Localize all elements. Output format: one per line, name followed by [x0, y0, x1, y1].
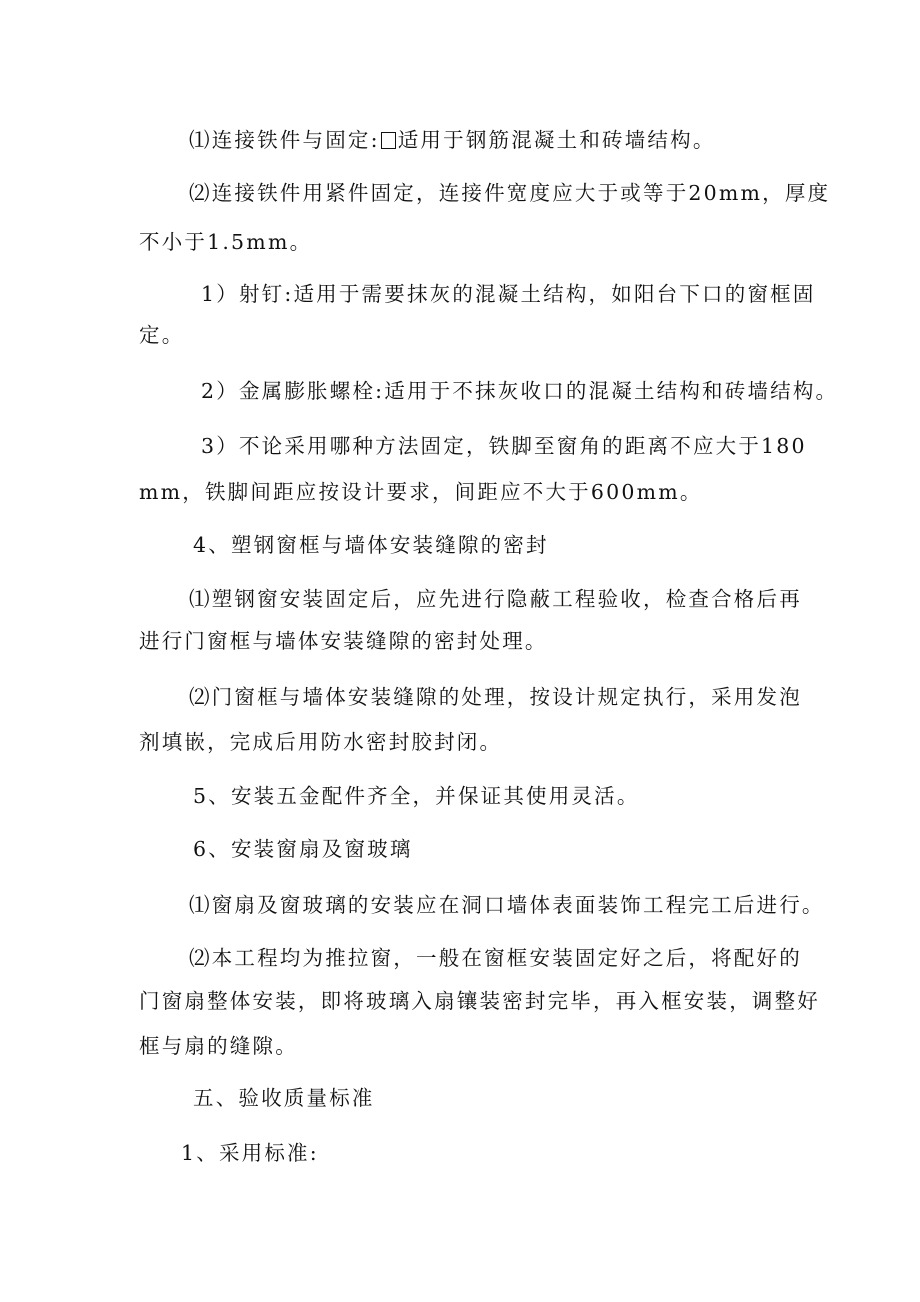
paragraph-line: 剂填嵌，完成后用防水密封胶封闭。	[139, 730, 503, 754]
paragraph-line: 3）不论采用哪种方法固定，铁脚至窗角的距离不应大于180	[201, 434, 807, 458]
paragraph-line: ⑴窗扇及窗玻璃的安装应在洞口墙体表面装饰工程完工后进行。	[189, 893, 825, 917]
paragraph-line: 门窗扇整体安装，即将玻璃入扇镶装密封完毕，再入框安装，调整好	[139, 989, 820, 1013]
section-heading: 5、安装五金配件齐全，并保证其使用灵活。	[193, 784, 640, 808]
paragraph-line: 1）射钉:适用于需要抹灰的混凝土结构，如阳台下口的窗框固	[201, 282, 816, 306]
paragraph-line: mm，铁脚间距应按设计要求，间距应不大于600mm。	[139, 480, 703, 504]
paragraph-line: 2）金属膨胀螺栓:适用于不抹灰收口的混凝土结构和砖墙结构。	[201, 379, 839, 403]
section-heading: 6、安装窗扇及窗玻璃	[193, 837, 413, 861]
paragraph-line: 框与扇的缝隙。	[139, 1034, 298, 1058]
subsection-heading: 1、采用标准:	[181, 1141, 319, 1165]
paragraph-line: ⑴塑钢窗安装固定后，应先进行隐蔽工程验收，检查合格后再	[189, 587, 802, 611]
paragraph-line: ⑵本工程均为推拉窗，一般在窗框安装固定好之后，将配好的	[189, 946, 802, 970]
paragraph-line: ⑵连接铁件用紧件固定，连接件宽度应大于或等于20mm，厚度	[189, 181, 831, 205]
paragraph-line: ⑵门窗框与墙体安装缝隙的处理，按设计规定执行，采用发泡	[189, 685, 802, 709]
paragraph-fixing-iron	[189, 127, 716, 153]
paragraph-text: ⑴连接铁件与固定:	[189, 128, 380, 152]
paragraph-text: 适用于钢筋混凝土和砖墙结构。	[397, 128, 716, 152]
section-heading: 4、塑钢窗框与墙体安装缝隙的密封	[193, 533, 549, 557]
paragraph-line: 进行门窗框与墙体安装缝隙的密封处理。	[139, 629, 548, 653]
chapter-heading: 五、验收质量标准	[193, 1086, 375, 1110]
checkbox-icon	[381, 132, 396, 149]
paragraph-line: 定。	[139, 323, 185, 347]
paragraph-line: 不小于1.5mm。	[139, 230, 313, 254]
